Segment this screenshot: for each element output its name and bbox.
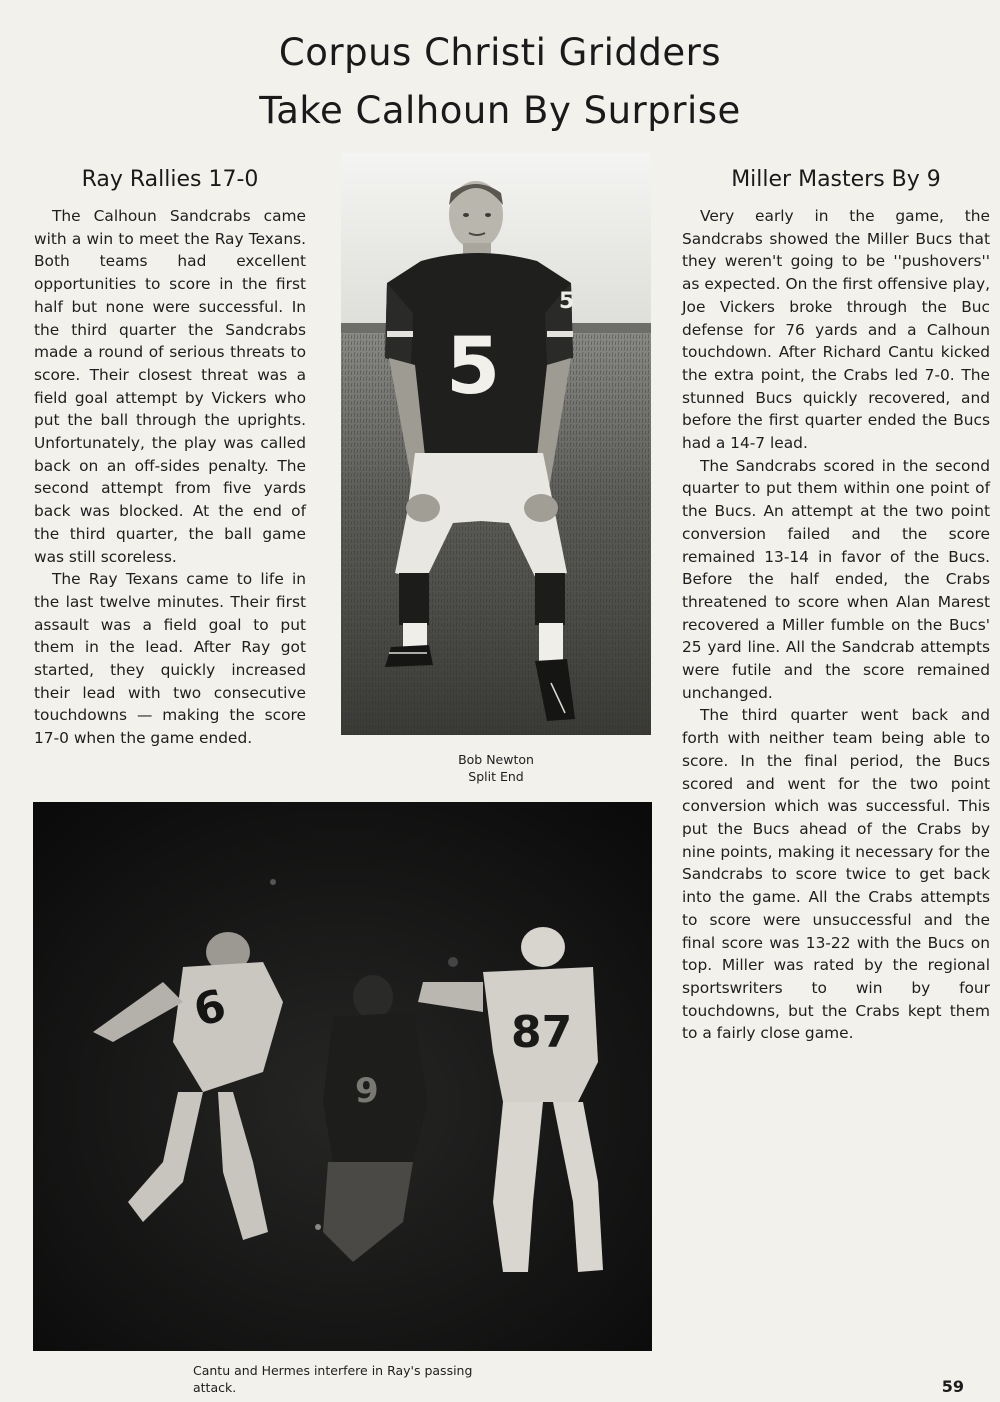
- left-article-heading: Ray Rallies 17-0: [81, 167, 259, 192]
- right-article-body: [682, 205, 990, 1045]
- jersey-right: 87: [511, 1007, 573, 1058]
- right-article-heading: Miller Masters By 9: [731, 167, 941, 192]
- right-paragraph: The third quarter went back and forth with neither team being able to score. In the final period, the Bucs scored and went for the two point conversion which was successful. This put the Bucs ahead of the Crabs by nine points, making it necessary for the Sandcrabs to score twice to get back into the game. All the Crabs attempts to score were unsuccessful and the final score was 13-22 with the Bucs on top. Miller was rated by the regional sportswriters to win by four touchdowns, but the Crabs kept them to a fairly close game.: [682, 706, 990, 1043]
- portrait-photo: [341, 153, 651, 735]
- action-photo: [33, 802, 652, 1351]
- caption-position: Split End: [468, 769, 524, 784]
- portrait-photo-graphic: [341, 153, 651, 735]
- left-paragraph: The Ray Texans came to life in the last twelve minutes. Their first assault was a field goal to put them in the lead. After Ray got started, they quickly increased their lead with two consecutive touchdowns — making the score 17-0 when the game ended.: [34, 570, 306, 748]
- left-article-body: [34, 205, 306, 750]
- jersey-left: 6: [188, 979, 232, 1038]
- action-photo-graphic: [33, 802, 652, 1351]
- action-caption: Cantu and Hermes interfere in Ray's passing attack.: [193, 1363, 473, 1395]
- headline-line-2: Take Calhoun By Surprise: [259, 89, 741, 132]
- caption-name: Bob Newton: [458, 752, 534, 767]
- right-paragraph: Very early in the game, the Sandcrabs showed the Miller Bucs that they weren't going to be ''pushovers'' as expected. On the first offensive play, Joe Vickers broke through the Buc defense for 76 yards and a Calhoun touchdown. After Richard Cantu kicked the extra point, the Crabs led 7-0. The stunned Bucs quickly recovered, and before the first quarter ended the Bucs had a 14-7 lead.: [682, 207, 990, 453]
- page-number: 59: [941, 1377, 964, 1396]
- right-paragraph: The Sandcrabs scored in the second quarter to put them within one point of the Bucs. An attempt at the two point conversion failed and the score remained 13-14 in favor of the Bucs. Before the half ended, the Crabs threatened to score when Alan Marest recovered a Miller fumble on the Bucs' 25 yard line. All the Sandcrab attempts were futile and the score remained unchanged.: [682, 456, 990, 702]
- jersey-center: 9: [355, 1071, 379, 1111]
- page-headline: [0, 24, 1000, 140]
- sleeve-number: 5: [559, 289, 575, 314]
- portrait-caption: [341, 751, 651, 785]
- left-paragraph: The Calhoun Sandcrabs came with a win to meet the Ray Texans. Both teams had excellent opportunities to score in the first half but none were successful. In the third quarter the Sandcrabs made a round of serious threats to score. Their closest threat was a field goal attempt by Vickers who put the ball through the uprights. Unfortunately, the play was called back on an off-sides penalty. The second attempt from five yards back was blocked. At the end of the third quarter, the ball game was still scoreless.: [34, 207, 306, 566]
- jersey-number: 5: [446, 322, 501, 412]
- headline-line-1: Corpus Christi Gridders: [278, 31, 722, 74]
